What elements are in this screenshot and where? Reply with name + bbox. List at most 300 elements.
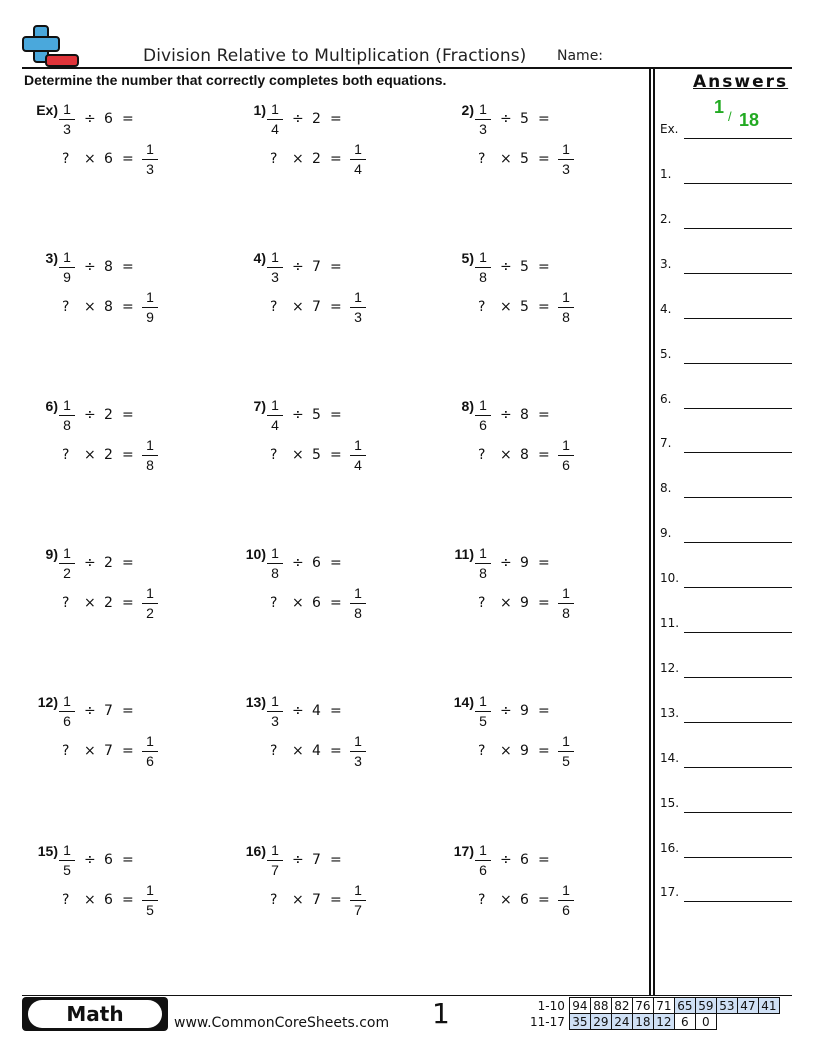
problem-number: 7) [253,398,266,414]
fraction-denominator: 3 [271,269,279,285]
fraction-bar [59,711,75,712]
unknown-placeholder: ? [478,447,486,463]
fraction-bar [350,603,366,604]
fraction-denominator: 6 [562,457,570,473]
answer-row[interactable] [660,838,792,858]
equals-sign: = [122,407,134,423]
answer-row[interactable] [660,882,792,902]
divisor: 2 [104,407,113,423]
unknown-placeholder: ? [478,595,486,611]
answer-line [684,318,792,319]
problem-item [24,398,224,488]
fraction-bar [59,267,75,268]
score-cell-empty [737,1014,758,1030]
times-symbol: × [84,447,96,463]
footer-divider [22,995,792,996]
score-row-label: 1-10 [537,998,565,1013]
unknown-placeholder: ? [478,892,486,908]
divisor: 6 [104,111,113,127]
unknown-placeholder: ? [478,743,486,759]
problem-item [440,546,640,636]
equals-sign: = [538,299,550,315]
answer-label: 3. [660,256,672,271]
fraction [558,734,574,769]
fraction-bar [59,563,75,564]
fraction [350,734,366,769]
answer-column-divider-inner [653,68,655,995]
fraction-numerator: 1 [271,545,279,561]
website-link[interactable]: www.CommonCoreSheets.com [174,1015,390,1031]
equals-sign: = [330,703,342,719]
fraction-bar [142,455,158,456]
answer-line [684,901,792,902]
answer-label: 8. [660,481,672,496]
equals-sign: = [330,111,342,127]
score-row [528,1014,779,1030]
multiplier: 2 [312,151,321,167]
fraction [475,250,491,285]
divisor: 6 [520,852,529,868]
instructions: Determine the number that correctly completes both equations. [24,72,447,88]
fraction [142,586,158,621]
fraction-denominator: 3 [354,309,362,325]
fraction-denominator: 5 [479,713,487,729]
equals-sign: = [122,111,134,127]
divide-symbol: ÷ [84,111,96,127]
answer-row[interactable] [660,254,792,274]
fraction-bar [59,119,75,120]
score-cell: 24 [611,1014,632,1030]
fraction-bar [267,415,283,416]
times-symbol: × [500,743,512,759]
divisor: 2 [312,111,321,127]
times-symbol: × [292,595,304,611]
equals-sign: = [122,595,134,611]
fraction-numerator: 1 [562,289,570,305]
answer-label: 17. [660,885,680,900]
fraction-denominator: 3 [562,161,570,177]
equals-sign: = [538,892,550,908]
equals-sign: = [122,299,134,315]
score-cell: 12 [653,1014,674,1030]
fraction-bar [475,415,491,416]
times-symbol: × [500,299,512,315]
divisor: 2 [104,555,113,571]
fraction [267,250,283,285]
times-symbol: × [292,151,304,167]
divide-symbol: ÷ [292,852,304,868]
multiplier: 6 [312,595,321,611]
answer-row[interactable] [660,793,792,813]
answer-row-example[interactable] [660,97,792,139]
equals-sign: = [538,111,550,127]
fraction-bar [475,711,491,712]
equals-sign: = [330,151,342,167]
fraction-numerator: 1 [479,101,487,117]
divisor: 5 [520,111,529,127]
divisor: 9 [520,703,529,719]
fraction-denominator: 3 [146,161,154,177]
times-symbol: × [84,743,96,759]
fraction-denominator: 4 [271,417,279,433]
divide-symbol: ÷ [292,555,304,571]
fraction-numerator: 1 [354,141,362,157]
fraction-denominator: 4 [354,457,362,473]
fraction-bar [142,159,158,160]
example-answer-denominator: 18 [739,110,760,130]
fraction-bar [142,307,158,308]
name-label: Name: [557,48,604,64]
multiplier: 2 [104,595,113,611]
problem-number: 11) [454,546,474,562]
problem-number: 1) [253,102,266,118]
problem-item [440,843,640,933]
fraction [350,883,366,918]
fraction-numerator: 1 [271,101,279,117]
answer-row[interactable] [660,299,792,319]
fraction [350,142,366,177]
fraction-denominator: 6 [63,713,71,729]
divisor: 7 [312,852,321,868]
answer-label: 6. [660,391,672,406]
answer-row[interactable] [660,344,792,364]
multiplier: 6 [104,892,113,908]
unknown-placeholder: ? [62,447,70,463]
equals-sign: = [538,259,550,275]
divisor: 5 [520,259,529,275]
problem-number: Ex) [36,102,58,118]
problem-item [24,694,224,784]
fraction [59,843,75,878]
times-symbol: × [292,447,304,463]
multiplier: 5 [520,151,529,167]
fraction-denominator: 8 [354,605,362,621]
example-answer-numerator: 1 [714,97,725,117]
fraction [267,546,283,581]
equals-sign: = [330,892,342,908]
answer-line [684,587,792,588]
fraction-denominator: 5 [562,753,570,769]
problem-item [232,398,432,488]
problem-number: 16) [245,843,266,859]
score-cell: 82 [611,998,632,1014]
fraction [59,102,75,137]
answer-row[interactable] [660,613,792,633]
fraction-bar [475,267,491,268]
divide-symbol: ÷ [500,111,512,127]
fraction-numerator: 1 [562,585,570,601]
fraction-numerator: 1 [479,693,487,709]
equals-sign: = [330,299,342,315]
fraction [558,586,574,621]
answer-label: 14. [660,750,680,765]
fraction-numerator: 1 [479,249,487,265]
fraction [475,843,491,878]
score-row-label: 11-17 [530,1014,565,1029]
times-symbol: × [292,892,304,908]
score-cell: 94 [569,998,590,1014]
problem-item [24,546,224,636]
equals-sign: = [538,703,550,719]
fraction-denominator: 5 [146,902,154,918]
fraction-denominator: 8 [479,269,487,285]
answer-row[interactable] [660,389,792,409]
score-cell: 53 [716,998,737,1014]
unknown-placeholder: ? [62,151,70,167]
fraction-numerator: 1 [479,545,487,561]
fraction-bar [142,603,158,604]
fraction [475,102,491,137]
equals-sign: = [122,743,134,759]
multiplier: 7 [104,743,113,759]
fraction-bar [558,603,574,604]
equals-sign: = [538,407,550,423]
fraction-numerator: 1 [63,693,71,709]
problem-item [24,843,224,933]
unknown-placeholder: ? [62,743,70,759]
score-cell: 18 [632,1014,653,1030]
answer-row[interactable] [660,433,792,453]
answer-row[interactable] [660,748,792,768]
answer-line [684,632,792,633]
score-cell: 35 [569,1014,590,1030]
fraction-bar [59,415,75,416]
subject-label: Math [28,1000,162,1028]
fraction [59,546,75,581]
fraction-bar [350,900,366,901]
fraction-numerator: 1 [271,397,279,413]
unknown-placeholder: ? [270,892,278,908]
fraction-numerator: 1 [146,289,154,305]
divide-symbol: ÷ [84,555,96,571]
fraction-denominator: 8 [562,309,570,325]
problem-item [232,546,432,636]
fraction-numerator: 1 [146,437,154,453]
fraction [558,883,574,918]
answers-heading: Answers [693,72,789,92]
answer-line [684,452,792,453]
times-symbol: × [292,299,304,315]
subject-badge [22,997,168,1031]
problem-number: 17) [453,843,474,859]
divide-symbol: ÷ [84,259,96,275]
fraction-bar [142,751,158,752]
fraction-denominator: 2 [63,565,71,581]
answer-label: 16. [660,840,680,855]
fraction [59,250,75,285]
problem-item [24,250,224,340]
multiplier: 9 [520,743,529,759]
fraction-numerator: 1 [562,882,570,898]
fraction [558,142,574,177]
multiplier: 8 [520,447,529,463]
divide-symbol: ÷ [500,703,512,719]
fraction-bar [558,159,574,160]
fraction-bar [558,307,574,308]
fraction-denominator: 9 [146,309,154,325]
divide-symbol: ÷ [292,703,304,719]
answer-line [684,542,792,543]
times-symbol: × [84,151,96,167]
multiplier: 6 [104,151,113,167]
answer-row[interactable] [660,703,792,723]
plus-minus-logo-icon [22,24,80,68]
divisor: 9 [520,555,529,571]
divisor: 6 [104,852,113,868]
times-symbol: × [500,447,512,463]
fraction-numerator: 1 [271,842,279,858]
fraction-denominator: 8 [479,565,487,581]
score-row [528,998,779,1014]
fraction-numerator: 1 [562,141,570,157]
multiplier: 6 [520,892,529,908]
fraction-numerator: 1 [146,733,154,749]
score-table [528,997,780,1030]
fraction-bar [475,563,491,564]
divisor: 7 [312,259,321,275]
fraction [59,694,75,729]
equals-sign: = [330,852,342,868]
equals-sign: = [122,892,134,908]
equals-sign: = [538,555,550,571]
fraction-bar [350,751,366,752]
multiplier: 4 [312,743,321,759]
fraction [475,694,491,729]
problem-item [440,102,640,192]
answer-line [684,138,792,139]
fraction-numerator: 1 [63,545,71,561]
score-cell-empty [758,1014,779,1030]
equals-sign: = [122,259,134,275]
answer-row[interactable] [660,523,792,543]
divisor: 4 [312,703,321,719]
fraction-denominator: 7 [271,862,279,878]
fraction-bar [558,751,574,752]
equals-sign: = [538,852,550,868]
equals-sign: = [330,259,342,275]
fraction-numerator: 1 [354,289,362,305]
times-symbol: × [292,743,304,759]
multiplier: 2 [104,447,113,463]
unknown-placeholder: ? [478,151,486,167]
equals-sign: = [538,151,550,167]
equals-sign: = [330,407,342,423]
answer-line [684,408,792,409]
answer-line [684,857,792,858]
equals-sign: = [122,703,134,719]
divide-symbol: ÷ [292,407,304,423]
problem-item [232,694,432,784]
fraction-bar [558,900,574,901]
unknown-placeholder: ? [478,299,486,315]
times-symbol: × [500,595,512,611]
problem-number: 9) [45,546,58,562]
fraction [475,398,491,433]
unknown-placeholder: ? [62,892,70,908]
divisor: 8 [104,259,113,275]
score-cell: 59 [695,998,716,1014]
times-symbol: × [84,595,96,611]
fraction-numerator: 1 [271,693,279,709]
fraction [142,438,158,473]
times-symbol: × [500,151,512,167]
answer-label: 9. [660,526,672,541]
answer-label: 11. [660,616,680,630]
fraction-denominator: 6 [479,417,487,433]
fraction-bar [267,860,283,861]
fraction-numerator: 1 [63,397,71,413]
fraction-bar [59,860,75,861]
page-title: Division Relative to Multiplication (Fractions) [143,46,527,66]
answer-line [684,183,792,184]
score-cell: 76 [632,998,653,1014]
answer-row[interactable] [660,658,792,678]
problem-number: 2) [461,102,474,118]
fraction-denominator: 8 [63,417,71,433]
multiplier: 7 [312,892,321,908]
fraction-denominator: 5 [63,862,71,878]
times-symbol: × [84,299,96,315]
answer-label: 1. [660,167,672,181]
unknown-placeholder: ? [270,743,278,759]
multiplier: 9 [520,595,529,611]
score-cell-empty [716,1014,737,1030]
multiplier: 8 [104,299,113,315]
multiplier: 7 [312,299,321,315]
fraction-denominator: 3 [354,753,362,769]
answer-row[interactable] [660,568,792,588]
fraction-bar [267,711,283,712]
fraction-numerator: 1 [146,141,154,157]
answer-row[interactable] [660,209,792,229]
fraction-bar [475,860,491,861]
multiplier: 5 [520,299,529,315]
answer-line [684,273,792,274]
equals-sign: = [122,852,134,868]
fraction [142,142,158,177]
divide-symbol: ÷ [84,703,96,719]
fraction [267,102,283,137]
equals-sign: = [538,743,550,759]
times-symbol: × [84,892,96,908]
fraction [558,290,574,325]
fraction-bar [267,119,283,120]
fraction-bar [558,455,574,456]
fraction-denominator: 6 [146,753,154,769]
fraction-numerator: 1 [63,249,71,265]
fraction-numerator: 1 [63,101,71,117]
fraction-bar [350,159,366,160]
problem-item [440,398,640,488]
unknown-placeholder: ? [62,299,70,315]
divisor: 8 [520,407,529,423]
unknown-placeholder: ? [270,151,278,167]
fraction [267,843,283,878]
score-cell: 41 [758,998,779,1014]
score-cell: 88 [590,998,611,1014]
fraction-bar [267,267,283,268]
answer-row[interactable] [660,164,792,184]
score-cell: 71 [653,998,674,1014]
fraction-denominator: 3 [63,121,71,137]
fraction-denominator: 9 [63,269,71,285]
page-number: 1 [432,997,450,1030]
answer-label: 13. [660,705,680,720]
score-cell: 0 [695,1014,716,1030]
answer-label: 12. [660,660,680,675]
fraction [350,586,366,621]
answer-row[interactable] [660,478,792,498]
